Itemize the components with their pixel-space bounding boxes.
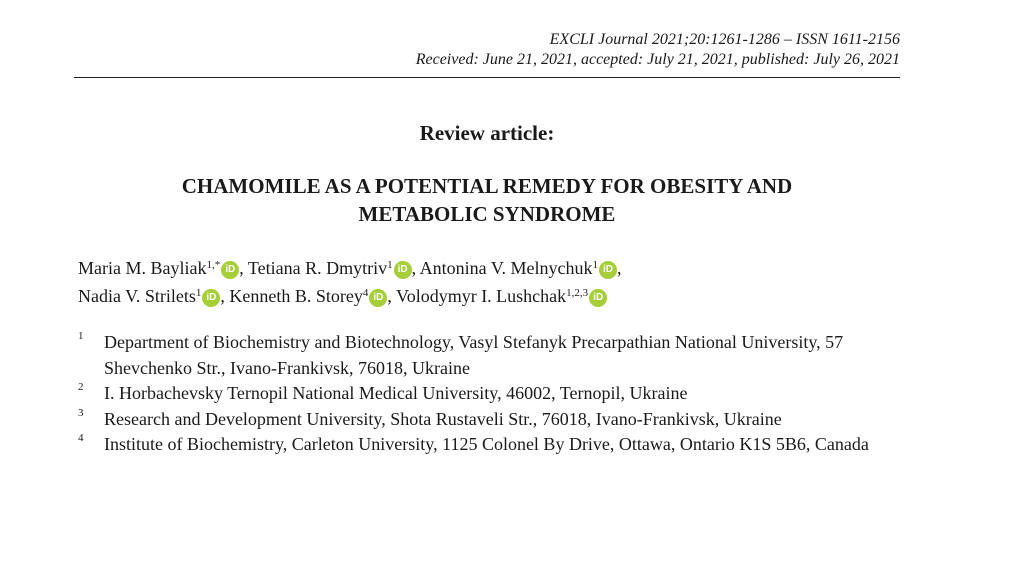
affiliation-number: 1 [78,330,84,342]
author [229,286,396,306]
author-separator: , [387,286,397,306]
author [78,258,248,278]
article-type: Review article: [419,121,555,145]
author-line [78,254,918,282]
affiliation-text: I. Horbachevsky Ternopil National Medical University, 46002, Ternopil, Ukraine [104,383,688,403]
author-name: Tetiana R. Dmytriv [247,258,388,278]
affiliation-number: 4 [78,432,84,444]
author [420,258,622,278]
affiliation [78,432,898,458]
orcid-icon[interactable]: iD [369,289,387,307]
author-line [78,282,918,310]
author-name: Maria M. Bayliak [78,258,207,278]
author-affiliation-marker: 1,* [206,259,221,271]
orcid-icon[interactable]: iD [221,261,239,279]
affiliation-text: Institute of Biochemistry, Carleton University, 1125 Colonel By Drive, Ottawa, Ontario K1S 5B6, Canada [104,434,869,454]
author-affiliation-marker: 1 [592,259,598,271]
publication-dates: Received: June 21, 2021, accepted: July 21, 2021, published: July 26, 2021 [415,51,900,68]
affiliation-list [78,330,898,458]
affiliation-text: Research and Development University, Shota Rustaveli Str., 76018, Ivano-Frankivsk, Ukraine [104,408,782,429]
affiliation-number: 2 [78,381,84,393]
author-affiliation-marker: 1 [195,287,202,299]
author-name: Volodymyr I. Lushchak [396,286,567,306]
author-name: Kenneth B. Storey [229,286,363,306]
title-line: CHAMOMILE AS A POTENTIAL REMEDY FOR OBESITY AND [181,174,793,198]
author-affiliation-marker: 1,2,3 [566,287,589,299]
journal-citation: EXCLI Journal 2021;20:1261-1286 – ISSN 1611-2156 [549,31,900,48]
journal-header [416,30,900,70]
author [396,286,607,306]
orcid-icon[interactable]: iD [202,289,220,307]
author-list [78,254,918,310]
affiliation-number: 3 [78,406,84,419]
author-name: Antonina V. Melnychuk [419,258,593,278]
author-affiliation-marker: 4 [362,287,369,299]
affiliation [78,381,898,407]
header-divider [74,77,900,78]
author-separator: , [220,286,230,306]
author-separator: , [239,258,248,278]
orcid-icon[interactable]: iD [599,261,617,279]
author-separator: , [616,258,622,278]
title-line: METABOLIC SYNDROME [358,202,616,226]
author [78,286,229,306]
orcid-icon[interactable]: iD [589,289,607,307]
author [248,258,420,278]
author-affiliation-marker: 1 [387,259,393,271]
author-name: Nadia V. Strilets [78,286,196,306]
affiliation [78,330,898,381]
author-separator: , [411,258,420,278]
article-title [60,172,914,228]
affiliation [78,407,898,433]
orcid-icon[interactable]: iD [394,261,412,279]
affiliation-text: Department of Biochemistry and Biotechnology, Vasyl Stefanyk Precarpathian National University, 57 Shevchenko Str., Ivano-Frankivsk, 76018, Ukraine [104,332,844,378]
